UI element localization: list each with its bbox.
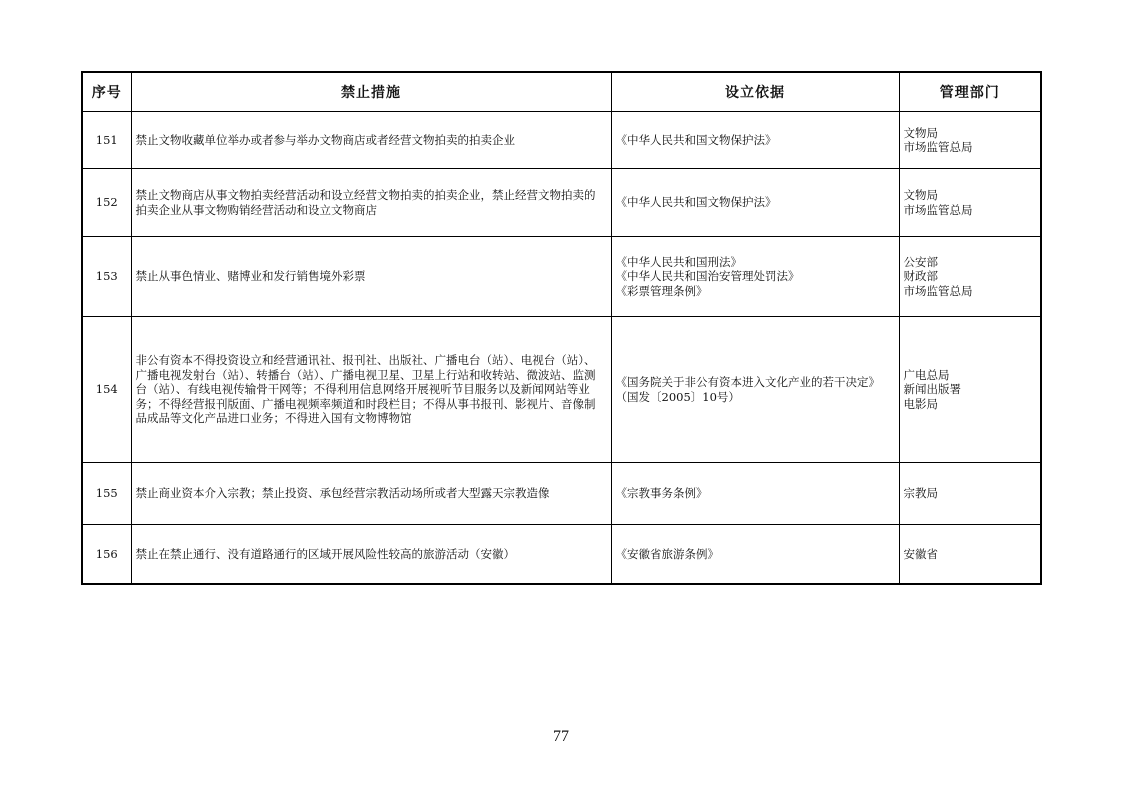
dept-line: 广电总局 bbox=[903, 367, 950, 382]
table-row bbox=[82, 112, 1041, 169]
table-row bbox=[82, 525, 1041, 584]
dept-line: 宗教局 bbox=[903, 486, 938, 501]
dept-line: 电影局 bbox=[903, 396, 938, 411]
basis-line: 《彩票管理条例》 bbox=[615, 283, 708, 298]
table-row bbox=[82, 317, 1041, 463]
row-seq: 151 bbox=[82, 112, 131, 169]
row-basis bbox=[611, 169, 899, 237]
row-seq: 156 bbox=[82, 525, 131, 584]
row-measure: 禁止从事色情业、赌博业和发行销售境外彩票 bbox=[131, 237, 611, 317]
dept-line: 市场监管总局 bbox=[903, 140, 973, 154]
row-measure: 禁止文物收藏单位举办或者参与举办文物商店或者经营文物拍卖的拍卖企业 bbox=[131, 112, 611, 169]
header-seq: 序号 bbox=[82, 72, 131, 112]
basis-line: 《宗教事务条例》 bbox=[615, 486, 708, 501]
row-dept bbox=[899, 112, 1041, 169]
dept-line: 市场监管总局 bbox=[903, 202, 973, 217]
row-seq: 155 bbox=[82, 463, 131, 525]
row-seq: 154 bbox=[82, 317, 131, 463]
table-header-row bbox=[82, 72, 1041, 112]
row-basis bbox=[611, 317, 899, 463]
dept-line: 市场监管总局 bbox=[903, 283, 973, 298]
dept-line: 公安部 bbox=[903, 254, 938, 269]
basis-line: 《中华人民共和国文物保护法》 bbox=[615, 195, 777, 210]
row-dept bbox=[899, 237, 1041, 317]
basis-line: 《中华人民共和国刑法》 bbox=[615, 254, 742, 269]
row-basis bbox=[611, 112, 899, 169]
header-basis: 设立依据 bbox=[611, 72, 899, 112]
table-row bbox=[82, 169, 1041, 237]
row-dept bbox=[899, 463, 1041, 525]
row-basis bbox=[611, 463, 899, 525]
basis-line: 《国务院关于非公有资本进入文化产业的若干决定》（国发〔2005〕10号） bbox=[615, 375, 880, 404]
row-dept bbox=[899, 525, 1041, 584]
prohibition-measures-table bbox=[81, 71, 1042, 585]
dept-line: 财政部 bbox=[903, 269, 938, 284]
row-dept bbox=[899, 169, 1041, 237]
row-dept bbox=[899, 317, 1041, 463]
dept-line: 文物局 bbox=[903, 125, 938, 140]
basis-line: 《中华人民共和国文物保护法》 bbox=[615, 132, 777, 147]
row-measure: 禁止文物商店从事文物拍卖经营活动和设立经营文物拍卖的拍卖企业，禁止经营文物拍卖的拍卖企业从事文物购销经营活动和设立文物商店 bbox=[131, 169, 611, 237]
header-dept: 管理部门 bbox=[899, 72, 1041, 112]
dept-line: 新闻出版署 bbox=[903, 382, 961, 397]
basis-line: 《中华人民共和国治安管理处罚法》 bbox=[615, 269, 800, 284]
basis-line: 《安徽省旅游条例》 bbox=[615, 546, 719, 561]
row-measure: 禁止商业资本介入宗教；禁止投资、承包经营宗教活动场所或者大型露天宗教造像 bbox=[131, 463, 611, 525]
table-row bbox=[82, 463, 1041, 525]
dept-line: 文物局 bbox=[903, 188, 938, 202]
dept-line: 安徽省 bbox=[903, 546, 938, 561]
page-number: 77 bbox=[553, 728, 569, 745]
row-seq: 152 bbox=[82, 169, 131, 237]
row-seq: 153 bbox=[82, 237, 131, 317]
row-basis bbox=[611, 525, 899, 584]
header-measure: 禁止措施 bbox=[131, 72, 611, 112]
row-measure: 非公有资本不得投资设立和经营通讯社、报刊社、出版社、广播电台（站）、电视台（站）、广播电视发射台（站）、转播台（站）、广播电视卫星、卫星上行站和收转站、微波站、监测台（站）、有线电视传输骨干网等；不得利用信息网络开展视听节目服务以及新闻网站等业务；不得经营报刊版面、广播电视频率频道和时段栏目；不得从事书报刊、影视片、音像制品成品等文化产品进口业务；不得进入国有文物博物馆 bbox=[131, 317, 611, 463]
row-measure: 禁止在禁止通行、没有道路通行的区域开展风险性较高的旅游活动（安徽） bbox=[131, 525, 611, 584]
table-row bbox=[82, 237, 1041, 317]
row-basis bbox=[611, 237, 899, 317]
